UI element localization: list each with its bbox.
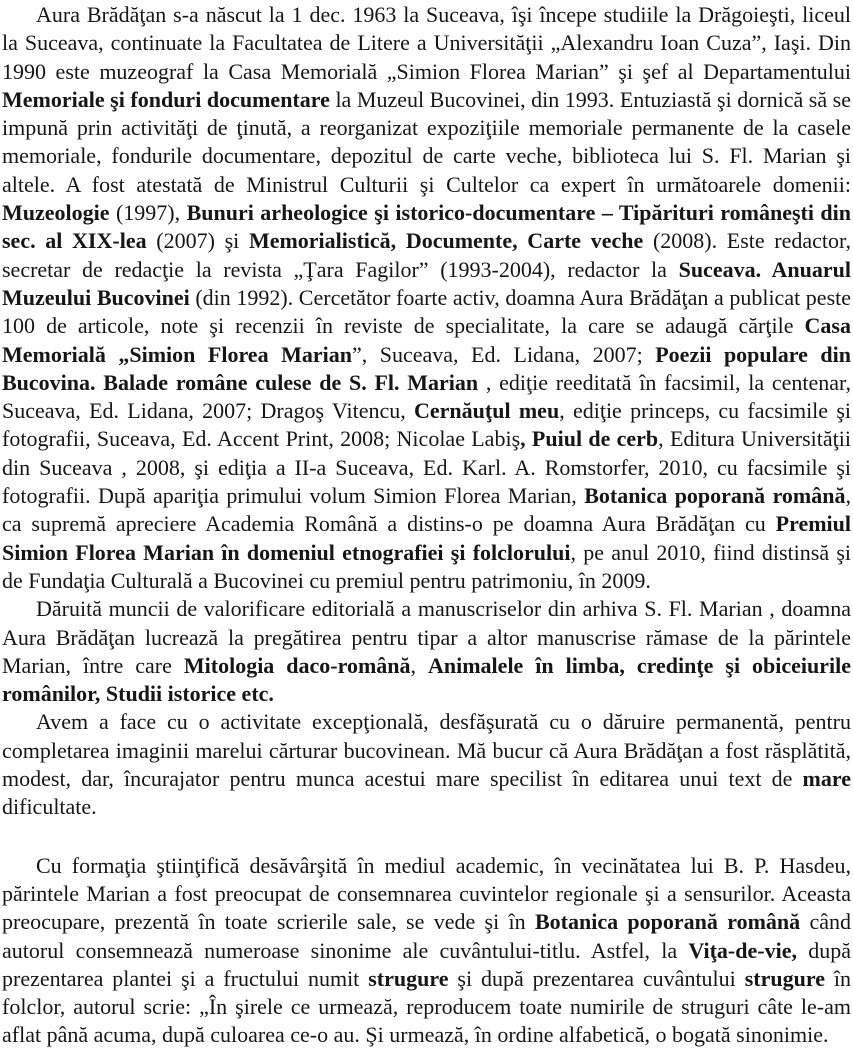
text-run: Avem a face cu o activitate excepţională, desfăşurată cu o dăruire permanentă, pentru completarea imaginii marelui cărturar bucovinean. Mă bucur că Aura Brădăţan a fost răsplătită, modest, dar, încurajator pentru munca acestui mare specilist în editarea unui text de xyxy=(2,709,851,792)
text-run: ”, Suceava, Ed. Lidana, 2007; xyxy=(351,341,656,367)
text-run: Cu formaţia ştiinţifică desăvârşită în mediul academic, în vecinătatea lui B. P. Hasdeu, părintele Marian a fost preocupat de consemnarea cuvintelor regionale şi a sensurilor. Aceasta preocupare, prezentă în toate scrierile sale, se vede şi în xyxy=(2,852,851,935)
text-run: când autorul consemnează numeroase sinonime ale cuvântului-titlu. Astfel, la xyxy=(2,909,852,963)
bold-text-run: Poezii populare din Bucovina. Balade române culese de S. Fl. Marian xyxy=(2,341,851,395)
bold-text-run: Botanica poporană română xyxy=(584,483,846,509)
text-run: în folclor, autorul scrie: „În şirele ce urmează, reproducem toate numirile de struguri câte le-am aflat până acuma, după culoarea ce-o au. Şi urmează, în ordine alfabetică, o bogată sinonimie. xyxy=(2,965,851,1048)
bold-text-run: Memoriale şi fonduri documentare xyxy=(2,86,330,112)
text-run: , xyxy=(410,652,428,678)
bold-text-run: strugure xyxy=(744,965,825,991)
bold-text-run: , Puiul de cerb xyxy=(520,426,659,452)
paragraph xyxy=(2,1,851,595)
bold-text-run: Animalele în limba, credinţe şi obiceiurile românilor, Studii istorice etc. xyxy=(2,652,852,707)
text-run: dificultate. xyxy=(2,794,97,820)
paragraph xyxy=(2,708,851,821)
bold-text-run: Casa Memorială „Simion Florea Marian xyxy=(2,313,851,367)
bold-text-run: Viţa-de-vie, xyxy=(688,937,797,963)
bold-text-run: Muzeologie xyxy=(2,200,110,226)
text-run: la Muzeul Bucovinei, din 1993. Entuziastă şi dornică să se impună prin activităţi de ţinută, a reorganizat expoziţiile memoriale permanente de la casele memoriale, fondurile documentare, depozitul de carte veche, biblioteca lui S. Fl. Marian şi altele. A fost atestată de Ministrul Culturii şi Cultelor ca expert în următoarele domenii: xyxy=(2,86,852,197)
paragraph xyxy=(2,852,851,1050)
text-run: , pe anul 2010, fiind distinsă şi de Fundaţia Culturală a Bucovinei cu premiul pentru patrimoniu, în 2009. xyxy=(2,539,852,593)
text-run: , Editura Universităţii din Suceava , 2008, şi ediţia a II-a Suceava, Ed. Karl. A. Romstorfer, 2010, cu facsimile şi fotografii. După apariţia primului volum Simion Florea Marian, xyxy=(2,426,851,509)
text-run: (din 1992). Cercetător foarte activ, doamna Aura Brădăţan a publicat peste 100 de articole, note şi recenzii în reviste de specialitate, la care se adaugă cărţile xyxy=(2,284,852,339)
text-run: (1997), xyxy=(109,200,187,226)
text-run: (2007) şi xyxy=(146,228,249,254)
bold-text-run: Mitologia daco-română xyxy=(183,652,411,678)
text-run: Dăruită muncii de valorificare editorială a manuscriselor din arhiva S. Fl. Marian , doamna Aura Brădăţan lucrează la pregătirea pentru tipar a altor manuscrise rămase de la părintele Marian, între care xyxy=(2,596,851,678)
bold-text-run: mare xyxy=(802,766,851,792)
paragraph xyxy=(2,595,851,708)
text-run: , ediţie princeps, cu facsimile şi fotografii, Suceava, Ed. Accent Print, 2008; Nicolae Labiş xyxy=(2,398,852,452)
text-run: după prezentarea plantei şi a fructului numit xyxy=(2,937,852,991)
text-run: , ediţie reeditată în facsimil, la centenar, Suceava, Ed. Lidana, 2007; Dragoş Vitencu, xyxy=(2,369,851,424)
bold-text-run: Memorialistică, Documente, Carte veche xyxy=(248,228,644,254)
text-run: Aura Brădăţan s-a născut la 1 dec. 1963 la Suceava, îşi începe studiile la Drăgoieşti, liceul la Suceava, continuate la Facultatea de Litere a Universităţii „Alexandru Ioan Cuza”, Iaşi. Din 1990 este muzeograf la Casa Memorială „Simion Florea Marian” şi şef al Departamentului xyxy=(2,2,851,84)
text-run: şi după prezentarea cuvântului xyxy=(448,965,745,991)
text-run: (2008). Este redactor, secretar de redacţie la revista „Ţara Fagilor” (1993-2004), redactor la xyxy=(2,228,851,282)
bold-text-run: Cernăuţul meu xyxy=(414,398,560,424)
bold-text-run: strugure xyxy=(368,965,449,991)
bold-text-run: Premiul Simion Florea Marian în domeniul etnografiei şi folclorului xyxy=(2,511,851,565)
bold-text-run: Suceava. Anuarul Muzeului Bucovinei xyxy=(2,256,851,310)
bold-text-run: Botanica poporană română xyxy=(535,909,801,935)
text-run: , ca supremă apreciere Academia Română a distins-o pe doamna Aura Brădăţan cu xyxy=(2,483,851,537)
bold-text-run: Bunuri arheologice şi istorico-documentare – Tipărituri româneşti din sec. al XIX-lea xyxy=(2,200,851,254)
